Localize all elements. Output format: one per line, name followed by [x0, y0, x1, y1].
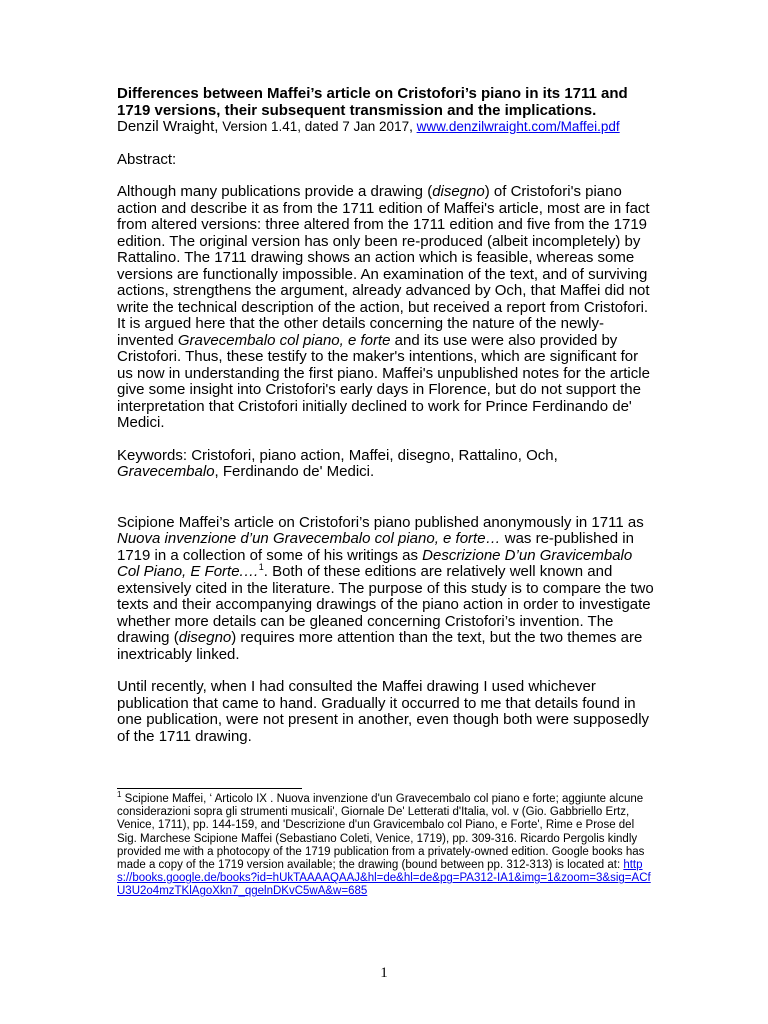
source-link[interactable]: www.denzilwraight.com/Maffei.pdf [416, 119, 620, 134]
footnote-link[interactable]: https://books.google.de/books?id=hUkTAAAAQAAJ&hl=de&hl=de&pg=PA312-IA1&img=1&zoom=3&sig=ACfU3U2o4mzTKlAgoXkn7_qgelnDKvC5wA&w=685 [117, 859, 651, 898]
second-paragraph: Until recently, when I had consulted the Maffei drawing I used whichever publication that came to hand. Gradually it occurred to me that details found in one publication, were not present in another, even though both were supposedly of the 1711 drawing. [117, 678, 650, 745]
footnote-text: Scipione Maffei, ‘ Articolo IX . Nuova invenzione d'un Gravecembalo col piano e forte; aggiunte alcune considerazioni sopra gli strumenti musicali', Giornale De' Letterati d'Italia, vol. v (Gio. Gabbriello Ertz, Venice, 1711), pp. 144-159, and 'Descrizione d'un Gravicembalo col Piano, e Forte', Rime e Prose del Sig. Marchese Scipione Maffei (Sebastiano Coleti, Venice, 1719), pp. 309-316. Ricardo Pergolis kindly provided me with a photocopy of the 1719 publication from a privately-owned edition. Google books has made a copy of the 1719 version available; the drawing (bound between pp. 312-313) is located at: [117, 793, 645, 872]
intro-paragraph: Scipione Maffei’s article on Cristofori’s piano published anonymously in 1711 as Nuova invenzione d’un Gravecembalo col piano, e forte… was re-published in 1719 in a collection of some of his writings as Descrizione D’un Gravicembalo Col Piano, E Forte.…$^1$. Both of these editions are relatively well known and extensively cited in the literature. The purpose of this study is to compare the two texts and their accompanying drawings of the piano action in order to investigate whether more details can be gleaned concerning Cristofori’s invention. The drawing (disegno) requires more attention than the text, but the two themes are inextricably linked. [117, 513, 654, 663]
abstract-paragraph: Although many publications provide a drawing (disegno) of Cristofori's piano action and describe it as from the 1711 edition of Maffei's article, most are in fact from altered versions: three altered from the 1711 edition and five from the 1719 edition. The original version has only been re-produced (albeit incompletely) by Rattalino. The 1711 drawing shows an action which is feasible, whereas some versions are functionally impossible. An examination of the text, and of surviving actions, strengthens the argument, already advanced by Och, that Maffei did not write the technical description of the action, but received a report from Cristofori. It is argued here that the other details concerning the nature of the newly-invented Gravecembalo col piano, e forte and its use were also provided by Cristofori. Thus, these testify to the maker's intentions, which are significant for us now in understanding the first piano. Maffei's unpublished notes for the article give some insight into Cristofori's early days in Florence, but do not support the interpretation that Cristofori initially declined to work for Prince Ferdinando de' Medici. [117, 183, 650, 431]
keywords-paragraph: Keywords: Cristofori, piano action, Maffei, disegno, Rattalino, Och, Gravecembalo, Ferdinando de' Medici. [117, 446, 558, 480]
byline [117, 119, 657, 136]
page-body [117, 86, 657, 745]
footnote-divider [117, 788, 302, 789]
version-info: Version 1.41, dated 7 Jan 2017, [218, 119, 417, 134]
document-title: Differences between Maffei’s article on Cristofori’s piano in its 1711 and 1719 versions, their subsequent transmission and the implications. [117, 85, 628, 119]
author-name: Denzil Wraight, [117, 118, 219, 135]
footnote [117, 790, 657, 899]
abstract-heading: Abstract: [117, 150, 177, 168]
footnote-number: 1 [117, 790, 122, 800]
footnote-reference[interactable]: 1 [258, 562, 264, 572]
page-number: 1 [380, 965, 388, 981]
